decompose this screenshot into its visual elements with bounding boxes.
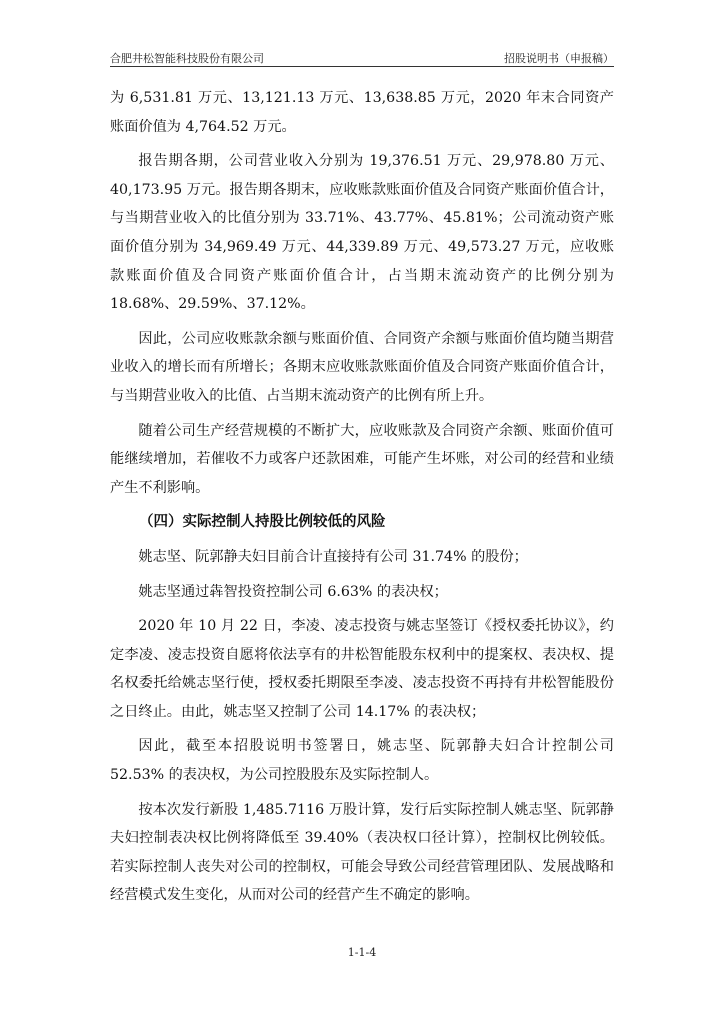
section-paragraph-direct-holding: 姚志坚、阮郭静夫妇目前合计直接持有公司 31.74% 的股份；: [138, 548, 528, 565]
section-paragraph-dilution-risk: 按本次发行新股 1,485.7116 万股计算，发行后实际控制人姚志坚、阮郭静夫妇控制表决权比例将降低至 39.40%（表决权口径计算），控制权比例较低。若实际控制人丧失对公司的控制权，可能会导致公司经营管理团队、发展战略和经营模式发生变化，从而对公司的经营产生不确定的影响。: [110, 801, 614, 904]
paragraph-revenue: 报告期各期，公司营业收入分别为 19,376.51 万元、29,978.80 万元、40,173.95 万元。报告期各期末，应收账款账面价值及合同资产账面价值合计，与当期营业收入的比值分别为 33.71%、43.77%、45.81%；公司流动资产账面价值分别为 34,969.49 万元、44,339.89 万元、49,573.27 万元，应收账款账面价值及合同资产账面价值合计，占当期末流动资产的比例分别为 18.68%、29.59%、37.12%。: [110, 153, 614, 313]
page-header: [110, 48, 614, 68]
header-divider: [110, 66, 614, 67]
paragraph-risk: 随着公司生产经营规模的不断扩大，应收账款及合同资产余额、账面价值可能继续增加，若催收不力或客户还款困难，可能产生坏账，对公司的经营和业绩产生不利影响。: [110, 422, 614, 496]
paragraph-conclusion: 因此，公司应收账款余额与账面价值、合同资产余额与账面价值均随当期营业收入的增长而有所增长；各期末应收账款账面价值及合同资产账面价值合计，与当期营业收入的比值、占当期末流动资产的比例有所上升。: [110, 330, 614, 404]
document-body: [110, 84, 614, 916]
paragraph-continuation: 为 6,531.81 万元、13,121.13 万元、13,638.85 万元，2020 年末合同资产账面价值为 4,764.52 万元。: [110, 90, 614, 135]
section-paragraph-authorization: 2020 年 10 月 22 日，李凌、凌志投资与姚志坚签订《授权委托协议》，约定李凌、凌志投资自愿将依法享有的井松智能股东权利中的提案权、表决权、提名权委托给姚志坚行使，授权委托期限至李凌、凌志投资不再持有井松智能股份之日终止。由此，姚志坚又控制了公司 14.17% 的表决权；: [110, 618, 614, 720]
section-paragraph-total-control: 因此，截至本招股说明书签署日，姚志坚、阮郭静夫妇合计控制公司 52.53% 的表决权，为公司控股股东及实际控制人。: [110, 738, 614, 784]
page-number: 1-1-4: [347, 946, 377, 959]
header-document-title: 招股说明书（申报稿）: [504, 52, 614, 65]
header-company-name: 合肥井松智能科技股份有限公司: [110, 52, 264, 65]
section-heading: （四）实际控制人持股比例较低的风险: [139, 513, 386, 531]
section-paragraph-indirect-control: 姚志坚通过犇智投资控制公司 6.63% 的表决权；: [138, 583, 448, 600]
